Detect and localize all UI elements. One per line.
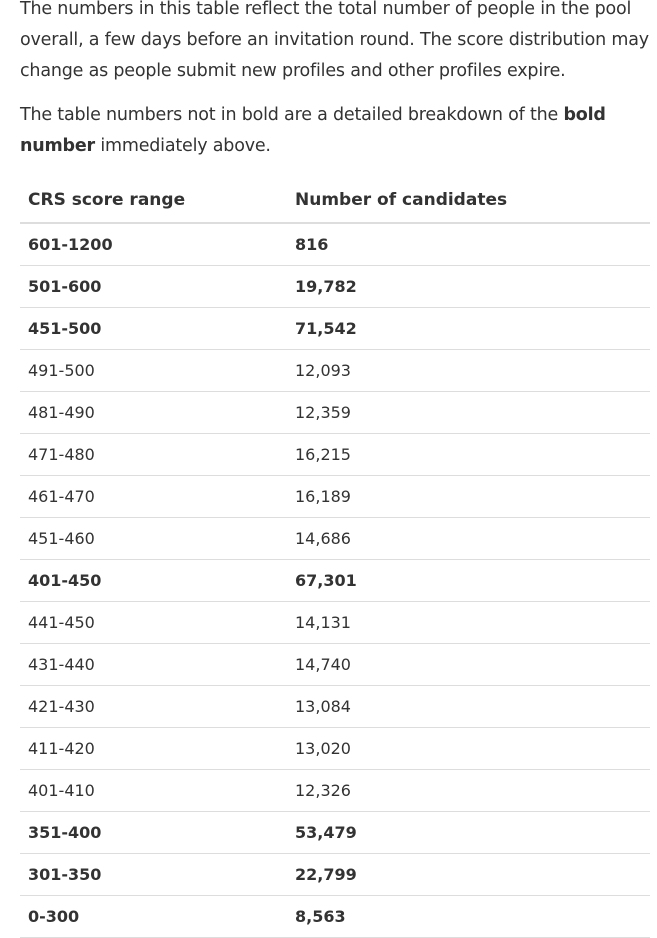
candidate-count-cell: 14,131	[285, 602, 650, 644]
table-row	[20, 476, 650, 518]
candidate-count-cell: 8,563	[285, 896, 650, 938]
note-bold-word-1: bold	[563, 105, 606, 125]
candidate-count-cell: 67,301	[285, 560, 650, 602]
score-range-cell: 301-350	[20, 854, 285, 896]
score-range-cell: 491-500	[20, 350, 285, 392]
candidate-count-cell: 71,542	[285, 308, 650, 350]
score-range-cell: 451-460	[20, 518, 285, 560]
candidate-count-cell: 16,189	[285, 476, 650, 518]
table-header-row	[20, 177, 650, 223]
table-row	[20, 728, 650, 770]
table-row	[20, 518, 650, 560]
table-row	[20, 266, 650, 308]
candidate-count-cell: 816	[285, 223, 650, 266]
score-range-cell: 401-410	[20, 770, 285, 812]
score-range-cell: 411-420	[20, 728, 285, 770]
candidate-count-cell: 22,799	[285, 854, 650, 896]
score-range-cell: 451-500	[20, 308, 285, 350]
intro-paragraph: The numbers in this table reflect the total number of people in the pool overall, a few days before an invitation round. The score distribution may change as people submit new profiles and other profiles expire.	[20, 0, 649, 81]
candidate-count-cell: 13,084	[285, 686, 650, 728]
table-row	[20, 223, 650, 266]
score-range-cell: 601-1200	[20, 223, 285, 266]
note-text-after: immediately above.	[94, 136, 271, 156]
candidate-count-cell: 12,359	[285, 392, 650, 434]
candidate-count-cell: 53,479	[285, 812, 650, 854]
score-range-cell: 421-430	[20, 686, 285, 728]
table-row	[20, 308, 650, 350]
note-bold-word-2: number	[20, 136, 95, 156]
candidate-count-cell: 12,326	[285, 770, 650, 812]
candidate-count-cell: 13,020	[285, 728, 650, 770]
breakdown-note	[20, 100, 650, 162]
candidate-count-cell: 19,782	[285, 266, 650, 308]
score-range-cell: 441-450	[20, 602, 285, 644]
score-range-cell: 471-480	[20, 434, 285, 476]
score-range-cell: 351-400	[20, 812, 285, 854]
table-row	[20, 392, 650, 434]
score-range-cell: 401-450	[20, 560, 285, 602]
table-row	[20, 602, 650, 644]
table-row	[20, 812, 650, 854]
table-row	[20, 896, 650, 938]
score-range-cell: 481-490	[20, 392, 285, 434]
note-text-before: The table numbers not in bold are a detailed breakdown of the	[20, 105, 564, 125]
table-row	[20, 854, 650, 896]
table-row	[20, 686, 650, 728]
crs-distribution-table	[20, 177, 650, 938]
score-range-cell: 461-470	[20, 476, 285, 518]
candidate-count-cell: 14,686	[285, 518, 650, 560]
candidate-count-cell: 14,740	[285, 644, 650, 686]
score-range-cell: 0-300	[20, 896, 285, 938]
table-row	[20, 770, 650, 812]
candidate-count-cell: 12,093	[285, 350, 650, 392]
score-range-cell: 501-600	[20, 266, 285, 308]
score-range-cell: 431-440	[20, 644, 285, 686]
table-row	[20, 644, 650, 686]
table-row	[20, 560, 650, 602]
header-crs-score-range: CRS score range	[20, 177, 285, 223]
table-body	[20, 223, 650, 938]
table-row	[20, 434, 650, 476]
table-row	[20, 350, 650, 392]
candidate-count-cell: 16,215	[285, 434, 650, 476]
header-number-of-candidates: Number of candidates	[285, 177, 650, 223]
